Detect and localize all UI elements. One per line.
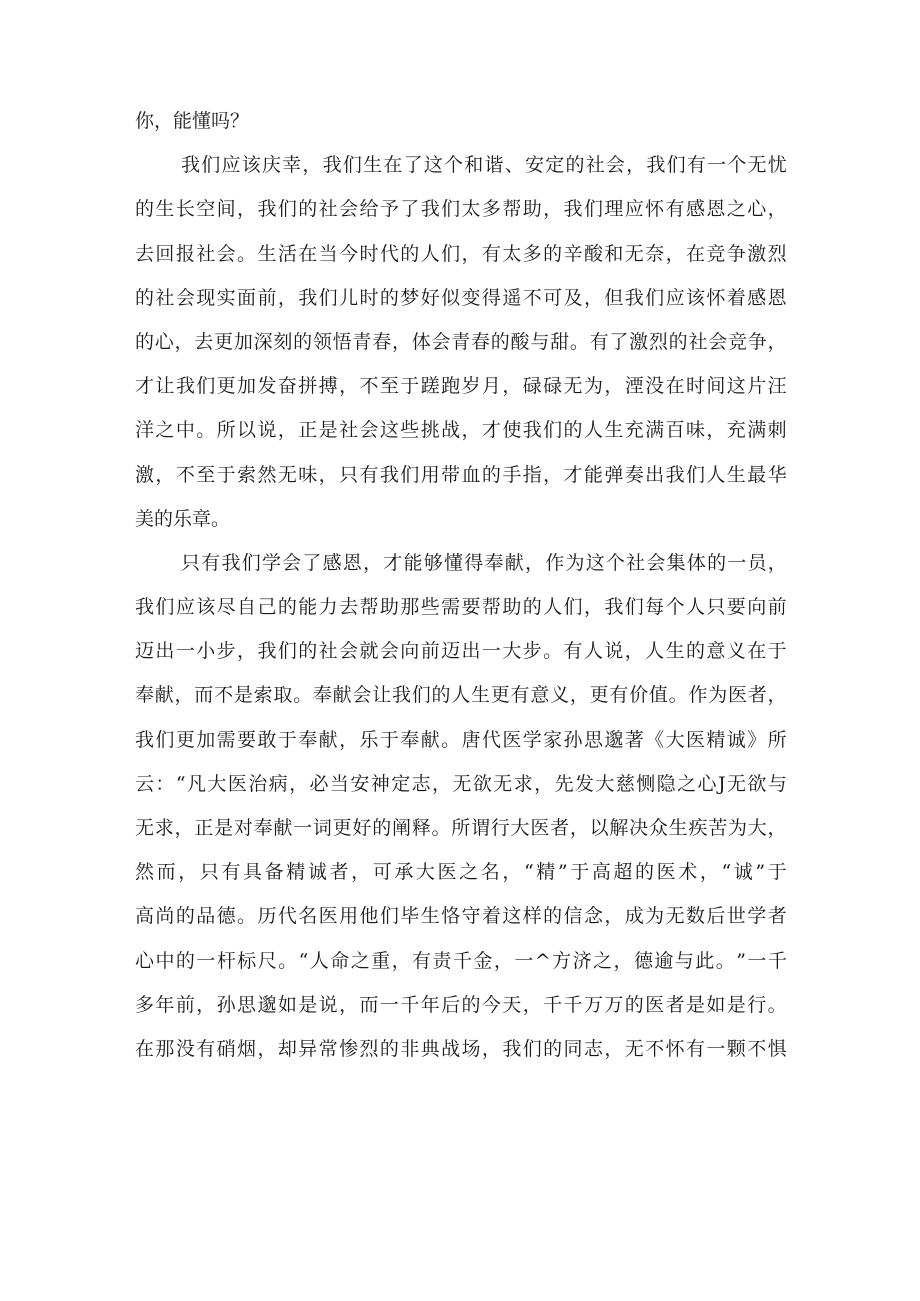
text-line: 去 回 报 社 会 。 生 活 在 当 今 时 代 的 人 们 ， 有 太 多 的 辛 酸 和 无 奈 ， 在 竞 争 激 烈	[135, 242, 787, 265]
text-line: 我 们 更 加 需 要 敢 于 奉 献 ， 乐 于 奉 献 。 唐 代 医 学 家 孙 思 邈 著 《 大 医 精 诚 》 所	[135, 728, 787, 751]
text-line: 在 那 没 有 硝 烟 ， 却 异 常 惨 烈 的 非 典 战 场 ， 我 们 的 同 志 ， 无 不 怀 有 一 颗 不 惧	[135, 1037, 787, 1060]
text-line: 你，能懂吗？	[135, 110, 250, 132]
body-text	[135, 99, 787, 1071]
text-line: 只 有 我 们 学 会 了 感 恩 ， 才 能 够 懂 得 奉 献 ， 作 为 这 个 社 会 集 体 的 一 员 ，	[181, 551, 787, 574]
text-line: 无 求 ， 正 是 对 奉 献 一 词 更 好 的 阐 释 。 所 谓 行 大 医 者 ， 以 解 决 众 生 疾 苦 为 大 ，	[135, 817, 787, 839]
text-line: 然 而 ， 只 有 具 备 精 诚 者 ， 可 承 大 医 之 名 ， “ 精 ” 于 高 超 的 医 术 ， “ 诚 ” 于	[135, 861, 787, 884]
text-line: 的 心 ， 去 更 加 深 刻 的 领 悟 青 春 ， 体 会 青 春 的 酸 与 甜 。 有 了 激 烈 的 社 会 竞 争 ，	[135, 330, 787, 353]
text-line: 的 生 长 空 间 ， 我 们 的 社 会 给 予 了 我 们 太 多 帮 助 ， 我 们 理 应 怀 有 感 恩 之 心 ，	[135, 198, 787, 221]
text-line: 心 中 的 一 杆 标 尺 。 “ 人 命 之 重 ， 有 责 千 金 ， 一 ^ 方 济 之 ， 德 逾 与 此 。 ” 一 千	[135, 949, 787, 972]
text-line: 激 ， 不 至 于 索 然 无 味 ， 只 有 我 们 用 带 血 的 手 指 ， 才 能 弹 奏 出 我 们 人 生 最 华	[135, 463, 787, 486]
text-line: 多 年 前 ， 孙 思 邈 如 是 说 ， 而 一 千 年 后 的 今 天 ， 千 千 万 万 的 医 者 是 如 是 行 。	[135, 993, 787, 1016]
text-line: 的 社 会 现 实 面 前 ， 我 们 儿 时 的 梦 好 似 变 得 遥 不 可 及 ， 但 我 们 应 该 怀 着 感 恩	[135, 286, 787, 309]
text-line: 高 尚 的 品 德 。 历 代 名 医 用 他 们 毕 生 恪 守 着 这 样 的 信 念 ， 成 为 无 数 后 世 学 者	[135, 905, 787, 928]
text-line: 我 们 应 该 尽 自 己 的 能 力 去 帮 助 那 些 需 要 帮 助 的 人 们 ， 我 们 每 个 人 只 要 向 前	[135, 596, 787, 619]
text-line: 云 ： “ 凡 大 医 治 病 ， 必 当 安 神 定 志 ， 无 欲 无 求 ， 先 发 大 慈 恻 隐 之 心 J 无 欲 与	[135, 772, 787, 795]
text-line: 才 让 我 们 更 加 发 奋 拼 搏 ， 不 至 于 蹉 跑 岁 月 ， 碌 碌 无 为 ， 湮 没 在 时 间 这 片 汪	[135, 375, 787, 398]
text-line: 美的乐章。	[135, 507, 231, 530]
text-line: 奉 献 ， 而 不 是 索 取 。 奉 献 会 让 我 们 的 人 生 更 有 意 义 ， 更 有 价 值 。 作 为 医 者 ，	[135, 684, 787, 707]
text-line: 迈 出 一 小 步 ， 我 们 的 社 会 就 会 向 前 迈 出 一 大 步 。 有 人 说 ， 人 生 的 意 义 在 于	[135, 640, 787, 663]
text-line: 洋 之 中 。 所 以 说 ， 正 是 社 会 这 些 挑 战 ， 才 使 我 们 的 人 生 充 满 百 味 ， 充 满 刺	[135, 419, 787, 442]
text-line: 我 们 应 该 庆 幸 ， 我 们 生 在 了 这 个 和 谐 、 安 定 的 社 会 ， 我 们 有 一 个 无 忧	[181, 154, 787, 177]
